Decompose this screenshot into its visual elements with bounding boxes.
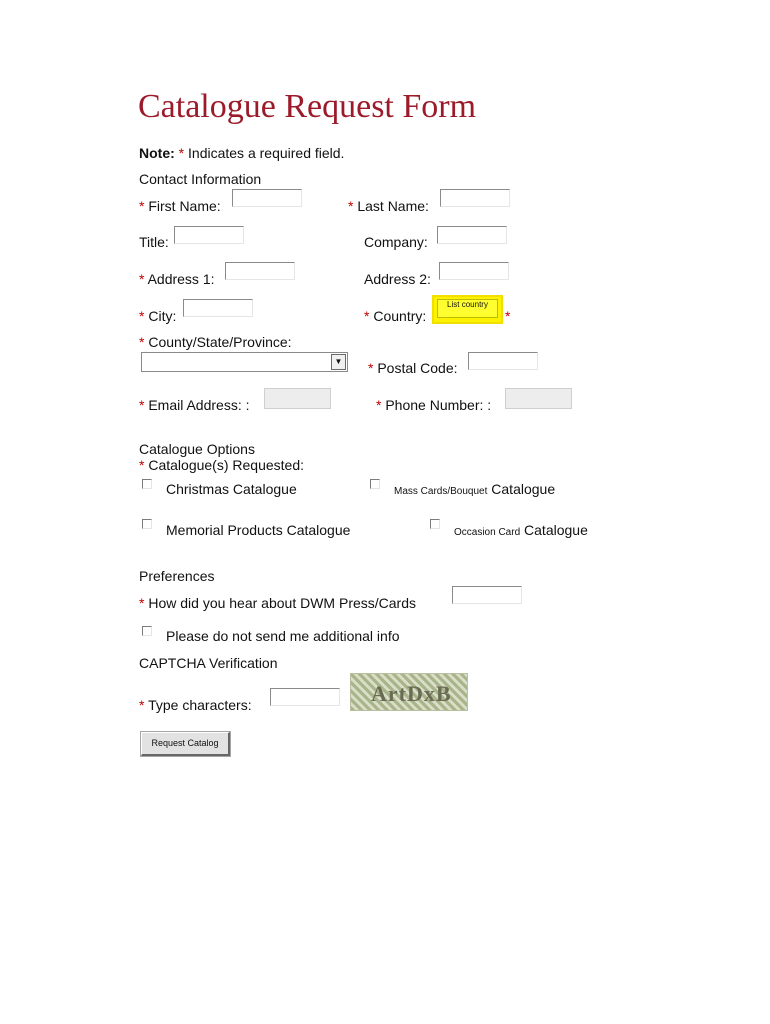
list-country-button[interactable]: List country bbox=[437, 299, 498, 318]
required-note bbox=[139, 145, 344, 161]
required-star: * bbox=[505, 308, 511, 324]
required-star: * bbox=[178, 145, 185, 161]
phone-label bbox=[376, 397, 491, 413]
note-text: Indicates a required field. bbox=[188, 145, 345, 161]
required-star: * bbox=[139, 697, 145, 713]
required-star: * bbox=[368, 360, 374, 376]
type-characters-label bbox=[139, 697, 252, 713]
catalogue-requested-label bbox=[139, 457, 304, 473]
postal-code-input[interactable] bbox=[468, 352, 538, 370]
captcha-code: ArtDxB bbox=[371, 681, 452, 706]
country-highlight bbox=[432, 295, 503, 324]
city-label bbox=[139, 308, 176, 324]
captcha-image bbox=[350, 673, 468, 711]
title-input[interactable] bbox=[174, 226, 244, 244]
required-star: * bbox=[139, 397, 145, 413]
county-text: County/State/Province: bbox=[148, 334, 292, 350]
postal-code-label bbox=[368, 360, 458, 376]
chevron-down-icon[interactable]: ▼ bbox=[331, 354, 346, 370]
phone-input[interactable] bbox=[505, 388, 572, 409]
first-name-label bbox=[139, 198, 221, 214]
catalogue-requested-text: Catalogue(s) Requested: bbox=[148, 457, 304, 473]
address2-label: Address 2: bbox=[364, 271, 431, 287]
page-title: Catalogue Request Form bbox=[138, 88, 477, 125]
last-name-label bbox=[348, 198, 429, 214]
first-name-input[interactable] bbox=[232, 189, 302, 207]
last-name-text: Last Name: bbox=[357, 198, 429, 214]
required-star: * bbox=[139, 271, 145, 287]
required-star: * bbox=[139, 334, 145, 350]
email-text: Email Address: : bbox=[148, 397, 250, 413]
city-input[interactable] bbox=[183, 299, 253, 317]
address1-label bbox=[139, 271, 215, 287]
memorial-checkbox[interactable] bbox=[142, 519, 152, 529]
email-input[interactable] bbox=[264, 388, 331, 409]
preferences-heading: Preferences bbox=[139, 568, 215, 584]
required-star: * bbox=[139, 198, 145, 214]
company-label: Company: bbox=[364, 234, 428, 250]
phone-text: Phone Number: : bbox=[385, 397, 492, 413]
contact-heading: Contact Information bbox=[139, 171, 262, 187]
email-label bbox=[139, 397, 250, 413]
required-star: * bbox=[139, 595, 145, 611]
required-star: * bbox=[376, 397, 382, 413]
mass-cards-text: Catalogue bbox=[491, 481, 556, 497]
title-label: Title: bbox=[139, 234, 169, 250]
note-label: Note: bbox=[139, 145, 175, 161]
address2-input[interactable] bbox=[439, 262, 509, 280]
country-text: Country: bbox=[373, 308, 427, 324]
no-info-label: Please do not send me additional info bbox=[166, 628, 400, 644]
required-star: * bbox=[364, 308, 370, 324]
occasion-card-text: Catalogue bbox=[524, 522, 588, 538]
mass-cards-small-text: Mass Cards/Bouquet bbox=[394, 486, 488, 497]
captcha-input[interactable] bbox=[270, 688, 340, 706]
hear-about-text: How did you hear about DWM Press/Cards bbox=[148, 595, 417, 611]
christmas-label: Christmas Catalogue bbox=[166, 481, 297, 497]
occasion-card-checkbox[interactable] bbox=[430, 519, 440, 529]
required-star: * bbox=[139, 457, 145, 473]
hear-about-input[interactable] bbox=[452, 586, 522, 604]
required-star: * bbox=[139, 308, 145, 324]
city-text: City: bbox=[148, 308, 177, 324]
hear-about-label bbox=[139, 595, 416, 611]
occasion-card-small-text: Occasion Card bbox=[454, 527, 521, 538]
catalogue-heading: Catalogue Options bbox=[139, 441, 255, 457]
mass-cards-checkbox[interactable] bbox=[370, 479, 380, 489]
county-label bbox=[139, 334, 292, 350]
mass-cards-label bbox=[394, 481, 555, 500]
captcha-heading: CAPTCHA Verification bbox=[139, 655, 278, 671]
company-input[interactable] bbox=[437, 226, 507, 244]
no-info-checkbox[interactable] bbox=[142, 626, 152, 636]
christmas-checkbox[interactable] bbox=[142, 479, 152, 489]
required-star: * bbox=[348, 198, 354, 214]
address1-input[interactable] bbox=[225, 262, 295, 280]
county-select[interactable] bbox=[141, 352, 348, 372]
country-label bbox=[364, 308, 426, 324]
request-catalog-button[interactable]: Request Catalog bbox=[141, 732, 230, 756]
memorial-label: Memorial Products Catalogue bbox=[166, 522, 351, 538]
address1-text: Address 1: bbox=[147, 271, 215, 287]
postal-code-text: Postal Code: bbox=[377, 360, 458, 376]
first-name-text: First Name: bbox=[148, 198, 221, 214]
type-characters-text: Type characters: bbox=[148, 697, 252, 713]
last-name-input[interactable] bbox=[440, 189, 510, 207]
occasion-card-label bbox=[454, 522, 588, 541]
